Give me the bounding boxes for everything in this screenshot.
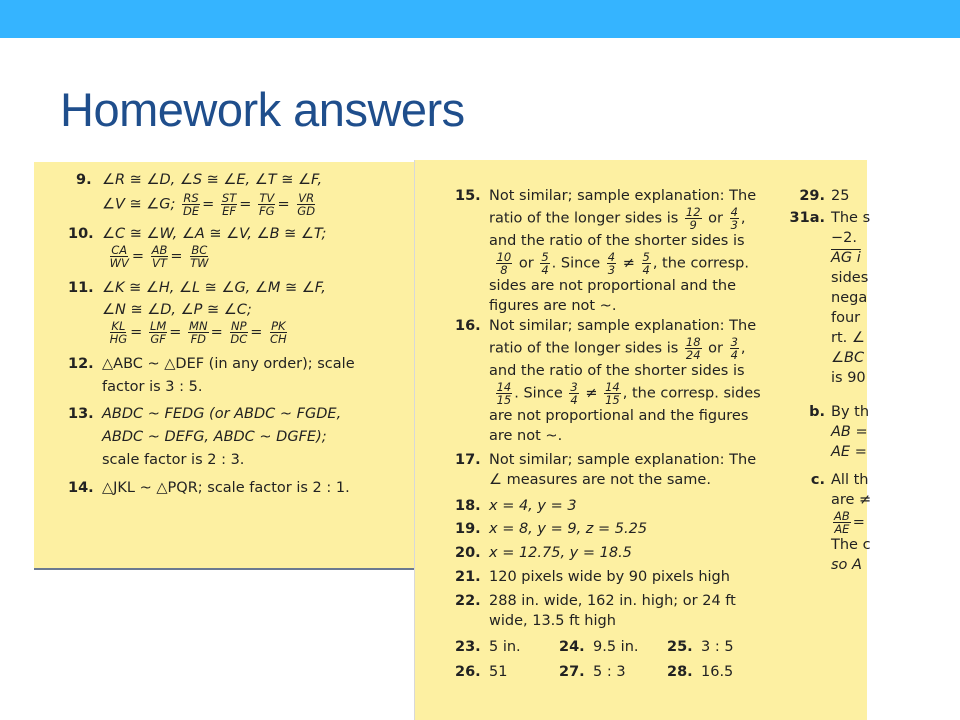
answer-31b: b. By th AB = AE =: [809, 404, 870, 460]
answer-column-3: [787, 186, 872, 606]
answer-12: 12. △ABC ~ △DEF (in any order); scale factor is 3 : 5.: [68, 356, 355, 395]
answer-20: 20. x = 12.75, y = 18.5: [455, 545, 632, 561]
answer-10: 10. ∠C ≅ ∠W, ∠A ≅ ∠V, ∠B ≅ ∠T; $\frac{CA}{WV}$ = $\frac{AB}{VT}$ = $\frac{BC}{TW}$: [68, 226, 327, 270]
answer-18: 18. x = 4, y = 3: [455, 498, 577, 514]
answer-21: 21. 120 pixels wide by 90 pixels high: [455, 569, 730, 585]
top-accent-bar: [0, 0, 960, 38]
answer-22: 22. 288 in. wide, 162 in. high; or 24 ft wide, 13.5 ft high: [455, 593, 736, 629]
answer-9: 9. ∠R ≅ ∠D, ∠S ≅ ∠E, ∠T ≅ ∠F, ∠V ≅ ∠G; $\frac{RS}{DE}$ = $\frac{ST}{EF}$ = $\frac{TV}{FG}$ = $\frac{VR}{GD}$: [76, 172, 323, 218]
answer-14: 14. △JKL ~ △PQR; scale factor is 2 : 1.: [68, 480, 350, 496]
answers-panel-right: [414, 160, 872, 720]
answer-31c: c. All th are ≠ $\frac{AB}{AE}$ = The c so A: [810, 472, 872, 573]
answers-panel-left: [34, 162, 414, 570]
answer-row-26-28: 26. 51 27. 5 : 3 28. 16.5: [455, 664, 734, 680]
answer-29: 29. 25: [799, 188, 850, 204]
answer-13: 13. ABDC ~ FEDG (or ABDC ~ FGDE, ABDC ~ DEFG, ABDC ~ DGFE); scale factor is 2 : 3.: [68, 406, 342, 468]
answer-11: 11. ∠K ≅ ∠H, ∠L ≅ ∠G, ∠M ≅ ∠F, ∠N ≅ ∠D, ∠P ≅ ∠C; $\frac{KL}{HG}$ = $\frac{LM}{GF}$ = $\frac{MN}{FD}$ = $\frac{NP}{DC}$ = $\frac{PK}{CH}$: [68, 280, 326, 346]
page-title: Homework answers: [60, 83, 465, 136]
answer-19: 19. x = 8, y = 9, z = 5.25: [455, 521, 648, 537]
answer-row-23-25: 23. 5 in. 24. 9.5 in. 25. 3 : 5: [455, 639, 734, 655]
answer-15: 15. Not similar; sample explanation: The ratio of the longer sides is $\frac{12}{9}$ or $\frac{4}{3}$ , and the ratio of the shorter sides is $\frac{10}{8}$ or $\frac{5}{4}$ . Since $\frac{4}{3}$ ≠ $\frac{5}{4}$ , the corresp. sides are not proportional and the figures are not ~.: [455, 188, 757, 314]
answer-16: 16. Not similar; sample explanation: The ratio of the longer sides is $\frac{18}{24}$ or $\frac{3}{4}$ , and the ratio of the shorter sides is $\frac{14}{15}$ . Since $\frac{3}{4}$ ≠ $\frac{14}{15}$ , the corresp. sides are not proportional and the figures are not ~.: [455, 318, 761, 444]
answer-17: 17. Not similar; sample explanation: The ∠ measures are not the same.: [455, 452, 757, 488]
answer-31a: 31a. The s −2. AG i sides nega four rt. ∠ ∠BC is 90: [789, 210, 871, 386]
